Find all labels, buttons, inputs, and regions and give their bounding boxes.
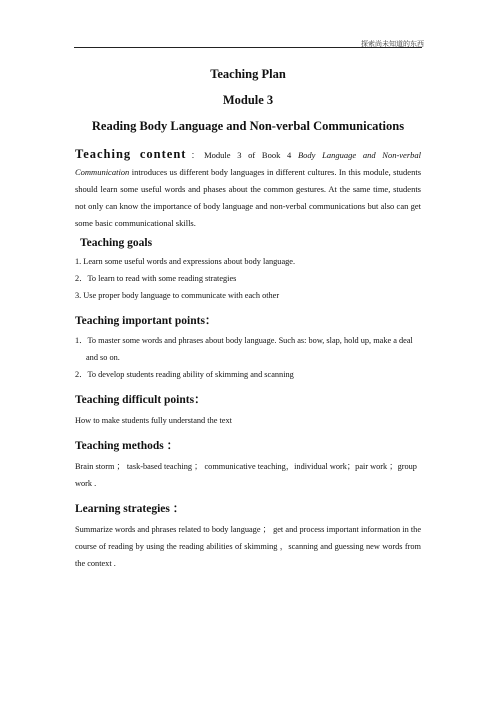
difficult-points-heading: Teaching difficult points： xyxy=(75,394,206,406)
goal-item: 2．To learn to read with some reading strategies xyxy=(75,274,237,283)
document-title: Teaching Plan xyxy=(210,67,286,81)
learning-strategies-text: Summarize words and phrases related to body language ； get and process important information in the course of reading by using the reading abilities of skimming ，scanning and guessing new words from the context . xyxy=(75,525,421,568)
teaching-content-italic: Body Language and Non-verbal Communication xyxy=(75,150,421,177)
teaching-content-text-a: Module 3 of Book 4 xyxy=(204,150,298,160)
important-points-heading: Teaching important points： xyxy=(75,315,217,327)
teaching-goals-heading: Teaching goals xyxy=(80,237,153,249)
learning-strategies-heading: Learning strategies ： xyxy=(75,503,185,515)
document-body xyxy=(75,146,421,572)
header-rule xyxy=(74,47,422,48)
goal-item: 3. Use proper body language to communicate with each other xyxy=(75,291,280,300)
header-note: 探索尚未知道的东西 xyxy=(361,40,424,48)
important-point-item: 2．To develop students reading ability of skimming and scanning xyxy=(75,370,294,379)
goal-item: 1. Learn some useful words and expressions about body language. xyxy=(75,257,296,266)
teaching-content-paragraph xyxy=(75,146,421,232)
teaching-content-colon: ： xyxy=(186,150,205,160)
teaching-methods-heading: Teaching methods ： xyxy=(75,440,179,452)
teaching-methods-text: Brain storm ； task-based teaching ； communicative teaching，individual work；pair work ；group work . xyxy=(75,462,417,488)
lesson-title: Reading Body Language and Non-verbal Communications xyxy=(91,119,405,133)
teaching-content-label: Teaching content xyxy=(75,147,187,161)
module-title: Module 3 xyxy=(222,93,274,107)
teaching-content-text-b: introduces us different body languages in different cultures. In this module, students should learn some useful words and phases about the common gestures. At the same time, students not only can know the importance of body language and non-verbal communications but also can get some basic communicational skills. xyxy=(75,167,421,228)
difficult-points-text: How to make students fully understand the text xyxy=(75,416,232,425)
important-point-item: 1．To master some words and phrases about body language. Such as: bow, slap, hold up, make a deal and so on. xyxy=(75,336,413,362)
